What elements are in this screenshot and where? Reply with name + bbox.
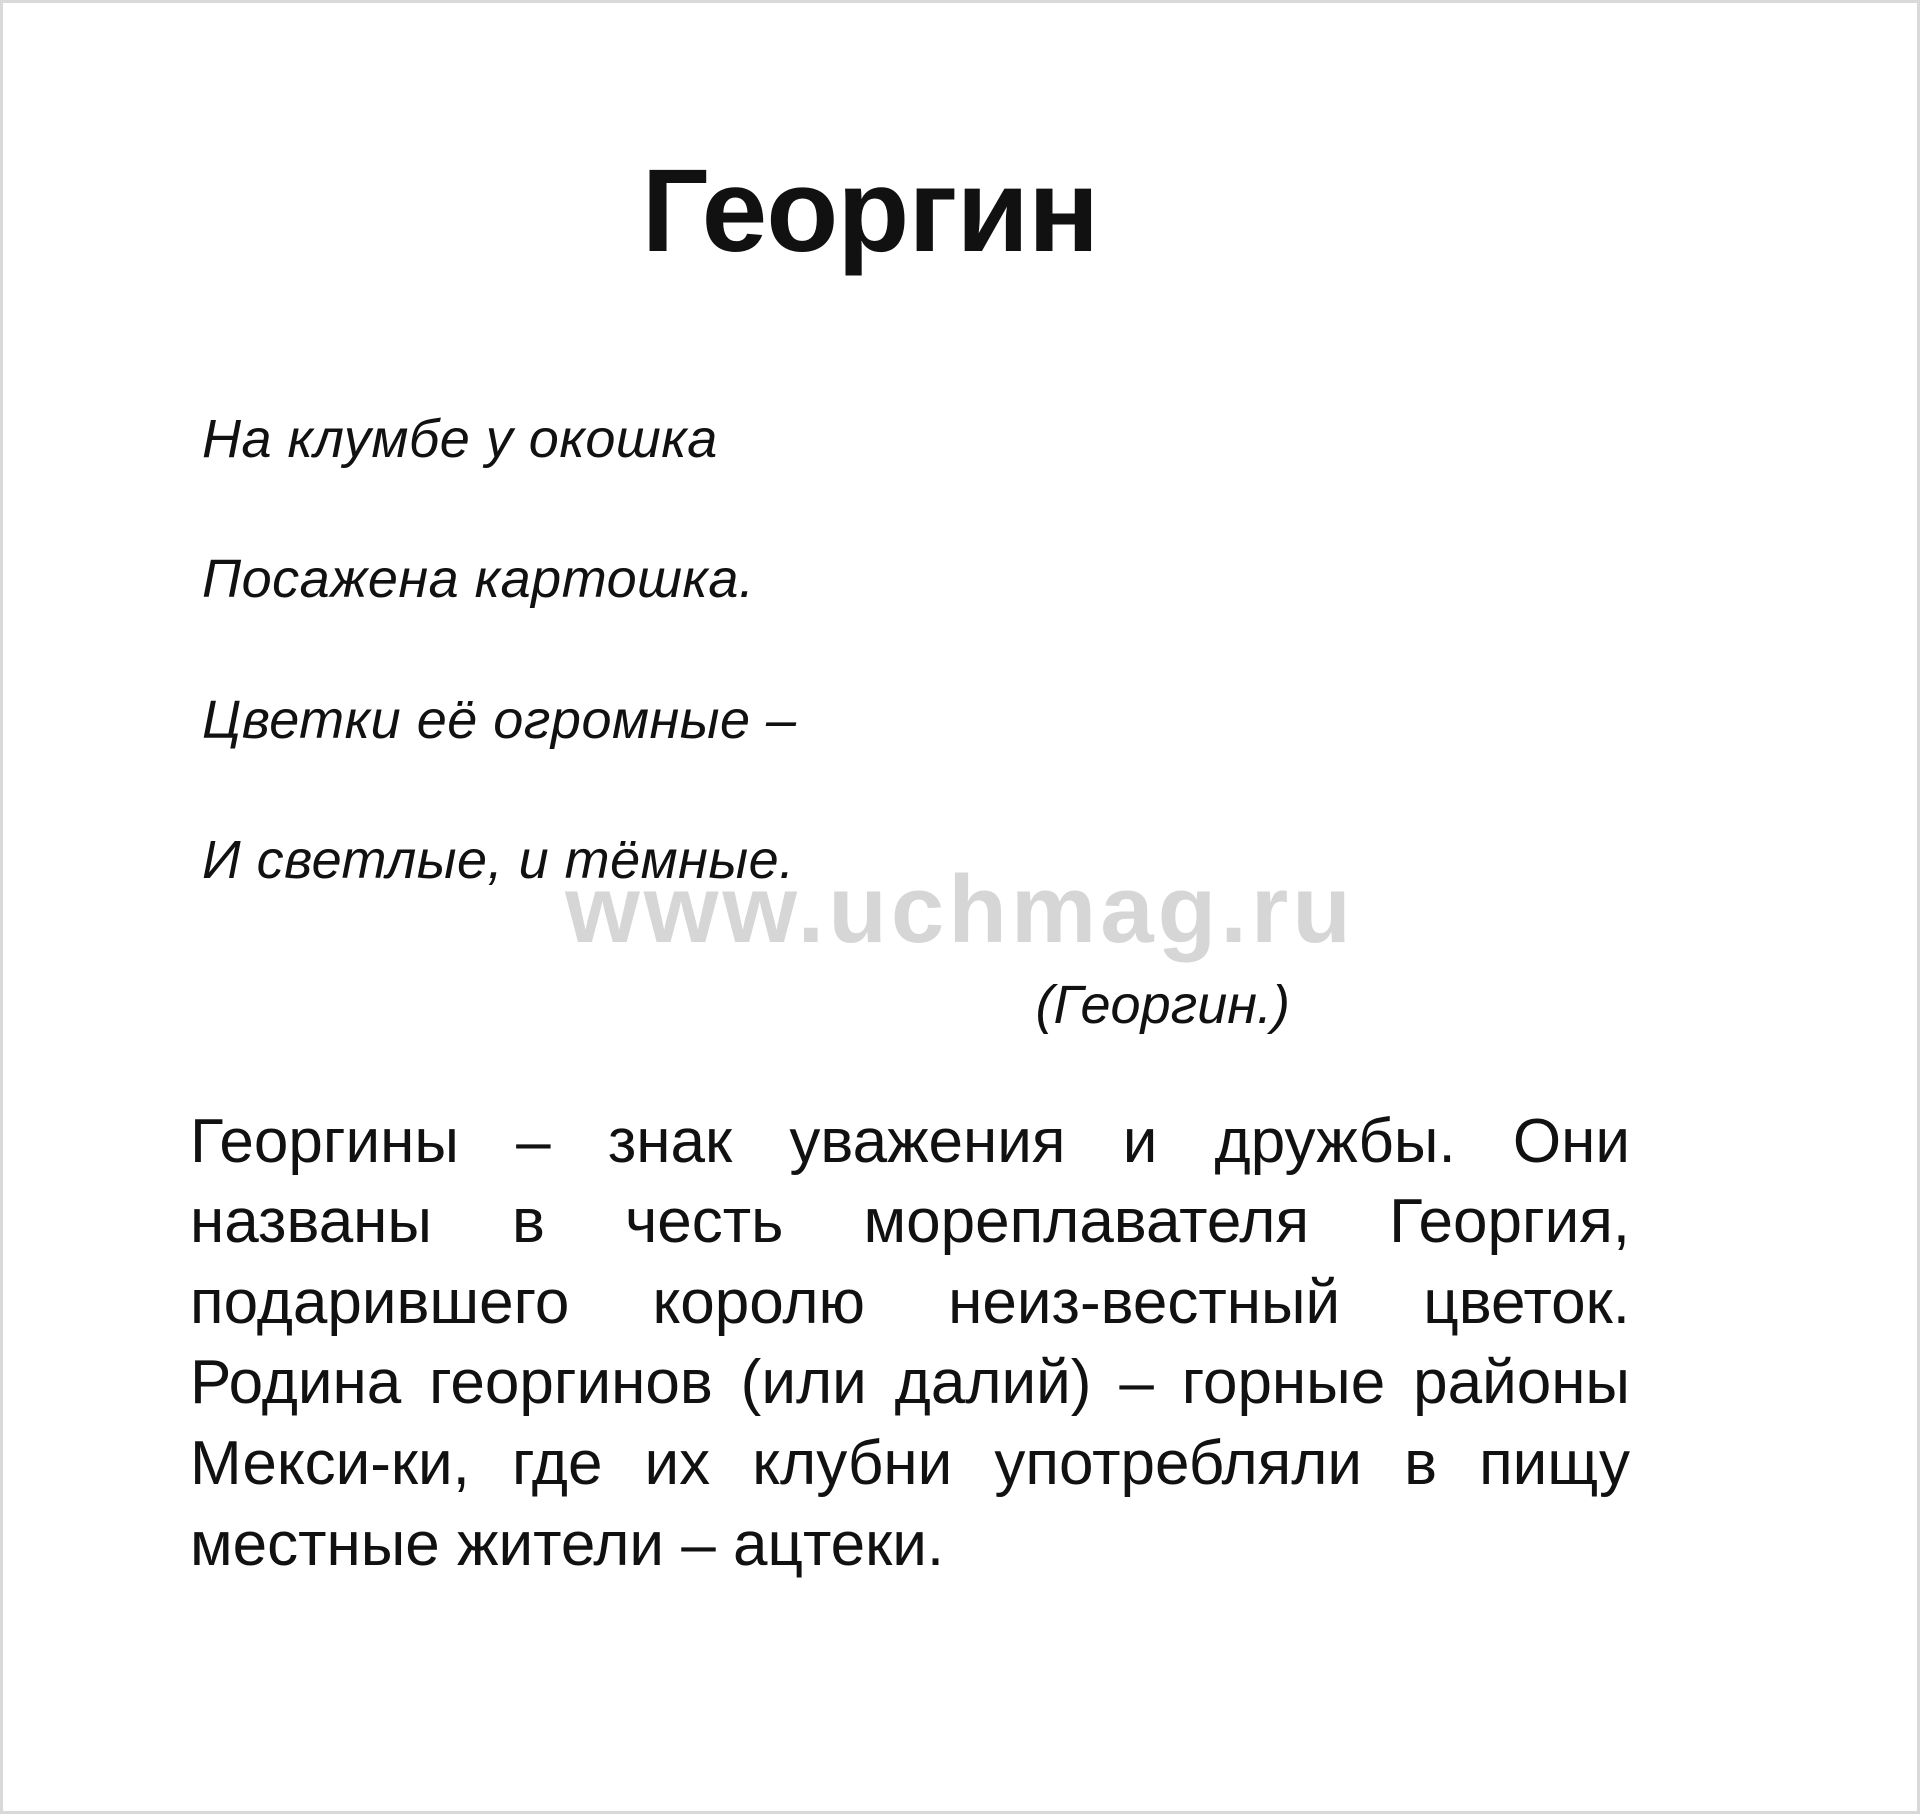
poem-block [202, 334, 1730, 966]
page-border-left [0, 0, 3, 1814]
poem-line: На клумбе у окошка [202, 409, 718, 470]
body-paragraph-text: Георгины – знак уважения и дружбы. Они названы в честь мореплавателя Георгия, подарившего королю неиз-вестный цветок. Родина георгинов (или далий) – горные районы Мекси-ки, где их клубни употребляли в пищу местные жители – ацтеки. [190, 1106, 1630, 1579]
poem-line: Цветки её огромные – [202, 689, 797, 750]
page-border-top [0, 0, 1920, 3]
page-title: Георгин [641, 145, 1099, 277]
body-paragraph [190, 1102, 1630, 1586]
poem-line: Посажена картошка. [202, 549, 755, 610]
page-content [190, 145, 1730, 1585]
poem-answer: (Георгин.) [1035, 974, 1290, 1035]
poem-line: И светлые, и тёмные. [202, 830, 795, 891]
watermark: www.uchmag.ru [565, 856, 1355, 963]
